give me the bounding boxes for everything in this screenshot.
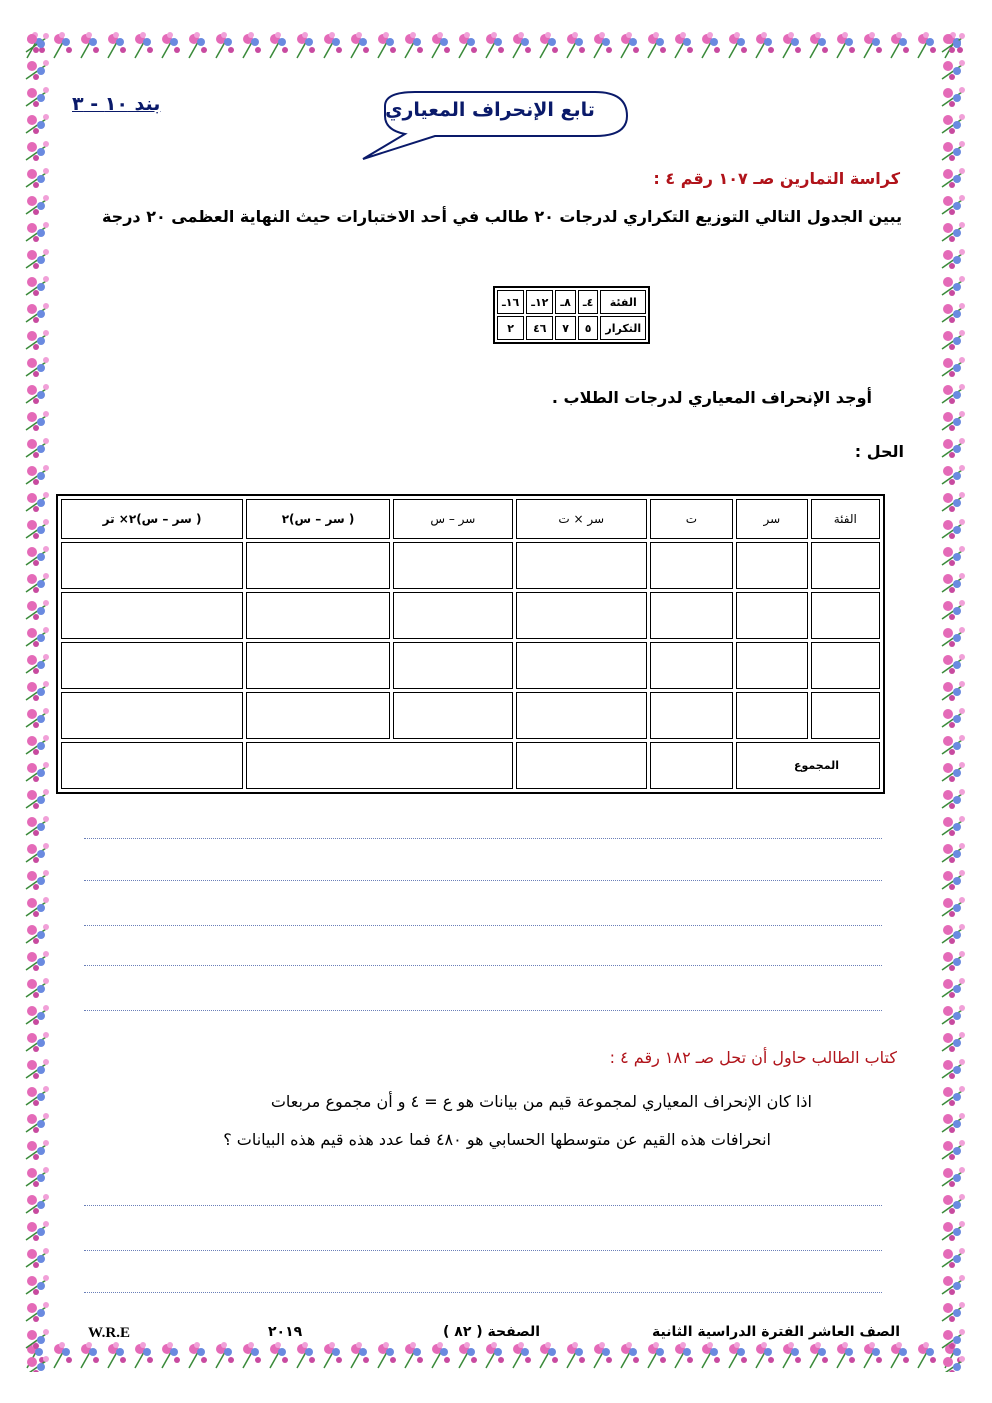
top-flower-border [22,30,970,62]
class-cell: ٤ـ [578,290,598,314]
answer-cell[interactable] [61,742,243,789]
header-cell: ( سر – س)٢ [246,499,390,539]
answer-cell[interactable] [393,692,513,739]
answer-cell[interactable] [736,542,807,589]
problem-line: اذا كان الإنحراف المعياري لمجموعة قيم من بيانات هو ع = ٤ و أن مجموع مربعات [270,1092,812,1111]
bottom-flower-border [22,1340,970,1372]
answer-cell[interactable] [61,642,243,689]
answer-cell[interactable] [393,542,513,589]
answer-cell[interactable] [393,642,513,689]
answer-cell[interactable] [736,692,807,739]
answer-cell[interactable] [61,592,243,639]
answer-cell[interactable] [811,542,880,589]
answer-cell[interactable] [246,692,390,739]
table-row [61,692,880,739]
left-flower-border [22,30,54,1372]
answer-cell[interactable] [516,642,647,689]
answer-cell[interactable] [736,592,807,639]
frequency-cell: ٧ [555,316,575,340]
frequency-row [497,316,646,340]
answer-cell[interactable] [516,542,647,589]
frequency-cell: ٢ [497,316,524,340]
answer-cell[interactable] [393,592,513,639]
answer-cell[interactable] [61,692,243,739]
problem-line: انحرافات هذه القيم عن متوسطها الحسابي هو ٤٨٠ فما عدد هذه قيم هذه البيانات ؟ [223,1130,771,1149]
total-label: المجموع [736,742,880,789]
class-cell: ١٦ـ [497,290,524,314]
section-number: بند ١٠ - ٣ [72,93,161,115]
writing-line[interactable] [84,1292,882,1293]
answer-cell[interactable] [61,542,243,589]
writing-line[interactable] [84,1010,882,1011]
total-row [61,742,880,789]
answer-cell[interactable] [650,592,734,639]
header-cell: ( سر – س)٢× تر [61,499,243,539]
answer-cell[interactable] [811,692,880,739]
answer-cell[interactable] [516,692,647,739]
answer-cell[interactable] [811,592,880,639]
class-cell: ٨ـ [555,290,575,314]
footer-page-number: الصفحة ( ٨٢ ) [443,1324,541,1340]
writing-line[interactable] [84,1205,882,1206]
header-row [61,499,880,539]
table-row [61,642,880,689]
answer-cell[interactable] [246,742,513,789]
writing-line[interactable] [84,838,882,839]
footer-grade: الصف العاشر الفترة الدراسية الثانية [652,1324,900,1340]
class-cell: ١٢ـ [526,290,553,314]
page-title: تابع الإنحراف المعياري [385,99,595,121]
table-row [61,542,880,589]
solution-table [56,494,885,794]
header-cell: سر × ت [516,499,647,539]
frequency-cell: ٤٦ [526,316,553,340]
answer-cell[interactable] [650,742,734,789]
frequency-table [493,286,650,344]
question-text: أوجد الإنحراف المعياري لدرجات الطلاب . [551,388,872,407]
header-cell: سر – س [393,499,513,539]
answer-cell[interactable] [516,742,647,789]
answer-cell[interactable] [246,592,390,639]
answer-cell[interactable] [736,642,807,689]
answer-cell[interactable] [516,592,647,639]
footer-author: W.R.E [88,1325,130,1341]
row-label: الفئة [600,290,646,314]
classes-row [497,290,646,314]
answer-cell[interactable] [650,642,734,689]
writing-line[interactable] [84,925,882,926]
header-cell: ت [650,499,734,539]
answer-cell[interactable] [811,642,880,689]
textbook-reference: كتاب الطالب حاول أن تحل صـ ١٨٢ رقم ٤ : [609,1048,897,1067]
answer-cell[interactable] [246,542,390,589]
row-label: التكرار [600,316,646,340]
exercise-intro: يبين الجدول التالي التوزيع التكراري لدرجات ٢٠ طالب في أحد الاختبارات حيث النهاية العظمى ٢٠ درجة [101,207,902,226]
answer-cell[interactable] [650,542,734,589]
answer-cell[interactable] [246,642,390,689]
footer-year: ٢٠١٩ [268,1324,303,1340]
writing-line[interactable] [84,880,882,881]
writing-line[interactable] [84,965,882,966]
solution-label: الحل : [854,442,904,461]
workbook-reference: كراسة التمارين صـ ١٠٧ رقم ٤ : [653,169,900,188]
frequency-cell: ٥ [578,316,598,340]
answer-cell[interactable] [650,692,734,739]
writing-line[interactable] [84,1250,882,1251]
header-cell: الفئة [811,499,880,539]
header-cell: سر [736,499,807,539]
table-row [61,592,880,639]
right-flower-border [938,30,970,1372]
title-speech-bubble [345,84,635,164]
